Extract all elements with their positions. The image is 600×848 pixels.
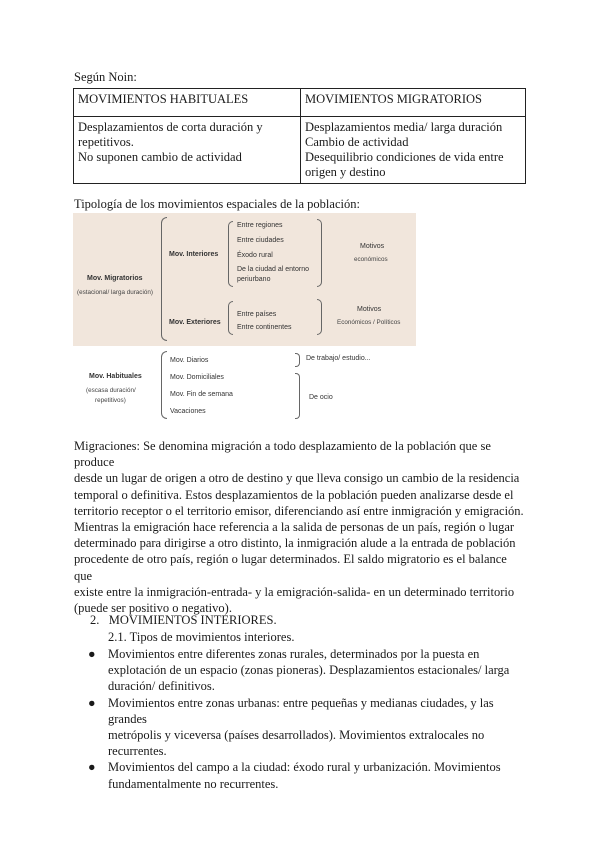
diagram-motivos-int: Motivos [360, 243, 385, 250]
bullet-icon: ● [88, 760, 96, 775]
diagram-motivos-ext: Motivos [357, 306, 382, 313]
diagram-motivos-int-sub: económicos [354, 256, 388, 263]
diagram-mov-interiores: Mov. Interiores [169, 251, 219, 258]
bullet-line: Movimientos del campo a la ciudad: éxodo rural y urbanización. Movimientos [108, 760, 501, 775]
diagram-brace [161, 217, 167, 341]
paragraph-line: Migraciones: Se denomina migración a todo desplazamiento de la población que se produce [74, 439, 491, 470]
diagram-brace [295, 373, 300, 419]
cell-line: repetitivos. [78, 135, 134, 149]
cell-line: origen y destino [305, 165, 386, 179]
paragraph-line: Mientras la emigración hace referencia a la salida de personas de un país, región o lugar [74, 520, 515, 535]
diagram-brace [228, 221, 233, 287]
typology-diagram [73, 213, 416, 420]
diagram-migratorios-sub: (estacional/ larga duración) [77, 289, 153, 296]
diagram-hab-item: Mov. Diarios [170, 357, 209, 364]
diagram-int-item: Éxodo rural [237, 252, 273, 259]
list-item [74, 646, 526, 695]
paragraph-line: procedente de otro país, región o lugar determinados. El saldo migratorio es el balance que [74, 552, 507, 583]
intro-text: Según Noin: [74, 70, 137, 84]
bullet-list [74, 646, 526, 792]
subsection-heading: 2.1. Tipos de movimientos interiores. [108, 630, 295, 644]
diagram-hab-item: Vacaciones [170, 408, 206, 415]
diagram-mov-habituales: Mov. Habituales [89, 373, 142, 380]
cell-line: Desplazamientos media/ larga duración [305, 120, 503, 134]
diagram-habituales-sub: repetitivos) [95, 397, 126, 404]
diagram-brace [317, 219, 322, 287]
bullet-line: explotación de un espacio (zonas pioneras). Desplazamientos estacionales/ larga [108, 663, 510, 678]
bullet-icon: ● [88, 695, 96, 710]
diagram-brace [295, 353, 300, 367]
bullet-line: recurrentes. [108, 744, 167, 759]
section-heading: 2. MOVIMIENTOS INTERIORES. [90, 613, 277, 627]
cell-line: Desplazamientos de corta duración y [78, 120, 263, 134]
comparison-table [73, 88, 526, 184]
diagram-brace [228, 301, 233, 335]
table-header-habituales: MOVIMIENTOS HABITUALES [74, 89, 301, 117]
paragraph-line: desde un lugar de origen a otro de destino y que lleva consigo un cambio de la residencia [74, 471, 520, 486]
diagram-mov-exteriores: Mov. Exteriores [169, 319, 221, 326]
bullet-icon: ● [88, 647, 96, 661]
diagram-int-item: De la ciudad al entorno [237, 266, 309, 273]
diagram-int-item: Entre regiones [237, 222, 283, 229]
list-item [74, 695, 526, 760]
diagram-hab-item: Mov. Domiciliales [170, 374, 224, 381]
paragraph-line: determinado para dirigirse a otro distinto, la inmigración alude a la entrada de población [74, 536, 516, 551]
cell-line: Cambio de actividad [305, 135, 409, 149]
diagram-motivos-ext-sub: Económicos / Políticos [337, 319, 401, 326]
paragraph-line: (puede ser positivo o negativo). [74, 601, 232, 616]
diagram-caption: Tipología de los movimientos espaciales de la población: [74, 197, 360, 211]
table-cell-habituales [74, 117, 301, 184]
cell-line: Desequilibrio condiciones de vida entre [305, 150, 504, 164]
diagram-ocio: De ocio [309, 394, 333, 401]
diagram-mov-migratorios: Mov. Migratorios [87, 275, 143, 282]
paragraph-line: existe entre la inmigración-entrada- y la emigración-salida- en un determinado territorio [74, 584, 515, 599]
bullet-line: Movimientos entre diferentes zonas rurales, determinados por la puesta en [108, 647, 480, 661]
bullet-line: duración/ definitivos. [108, 679, 215, 694]
table-cell-migratorios [301, 117, 526, 184]
table-header-migratorios: MOVIMIENTOS MIGRATORIOS [301, 89, 526, 117]
paragraph-line: temporal o definitiva. Estos desplazamientos de la población pueden analizarse desde el [74, 487, 514, 502]
diagram-int-item: periurbano [237, 276, 271, 283]
diagram-brace [317, 299, 322, 335]
diagram-int-item: Entre ciudades [237, 237, 284, 244]
bullet-line: Movimientos entre zonas urbanas: entre pequeñas y medianas ciudades, y las grandes [108, 695, 494, 726]
list-item [74, 759, 526, 791]
diagram-brace [161, 351, 167, 419]
diagram-habituales-sub: (escasa duración/ [86, 387, 136, 394]
diagram-hab-item: Mov. Fin de semana [170, 391, 233, 398]
cell-line: No suponen cambio de actividad [78, 150, 242, 164]
migration-paragraph [74, 438, 524, 616]
diagram-ext-item: Entre continentes [237, 324, 292, 331]
diagram-trabajo: De trabajo/ estudio... [306, 355, 371, 362]
diagram-ext-item: Entre países [237, 311, 277, 318]
bullet-line: metrópolis y viceversa (países desarrollados). Movimientos extralocales no [108, 728, 485, 743]
paragraph-line: territorio receptor o el territorio emisor, diferenciando así entre inmigración y emigración. [74, 503, 524, 518]
bullet-line: fundamentalmente no recurrentes. [108, 776, 279, 791]
